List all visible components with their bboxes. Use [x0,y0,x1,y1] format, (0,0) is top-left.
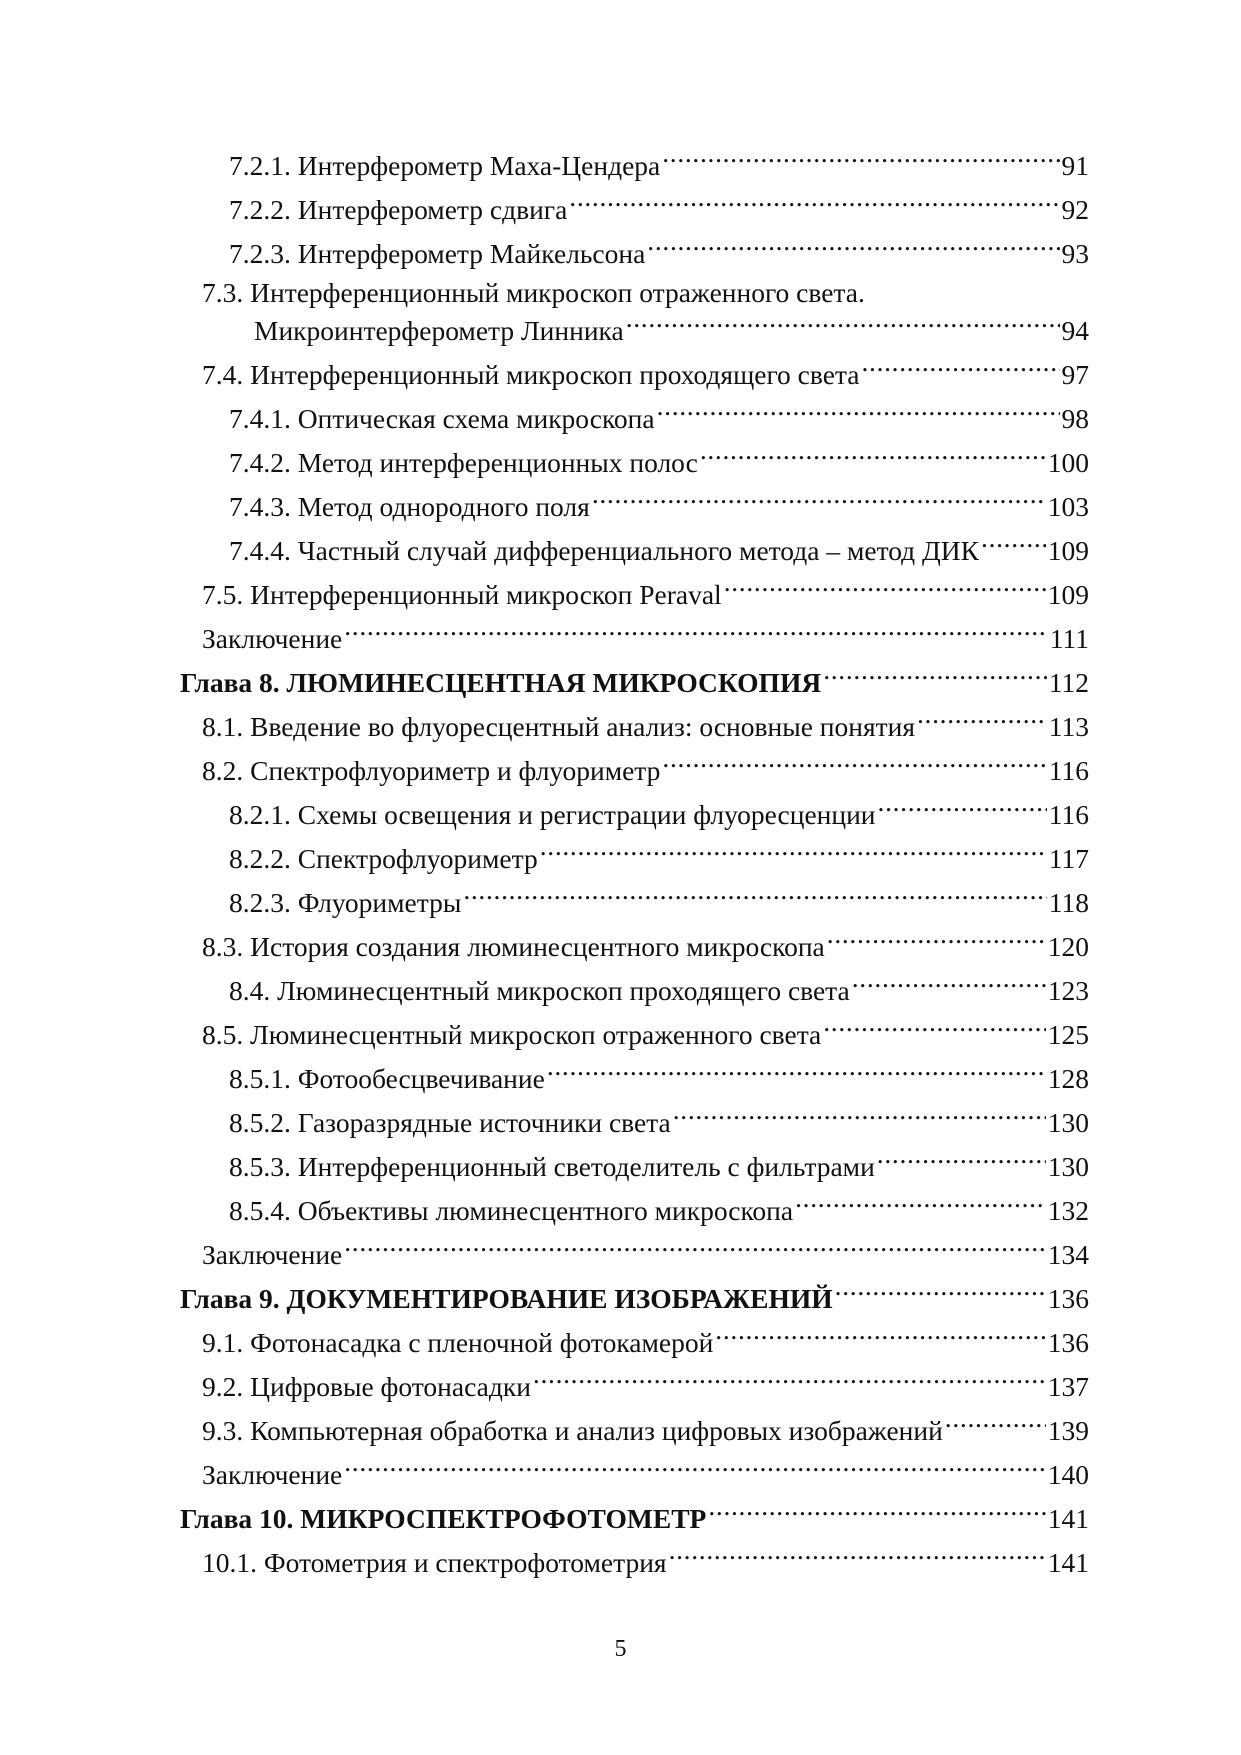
toc-entry-title: 7.2.3. Интерферометр Майкельсона [229,238,646,269]
toc-entry[interactable] [180,485,1089,529]
dot-leader [795,1193,1046,1221]
toc-entry[interactable] [180,397,1089,441]
toc-entry-page: 141 [1047,1547,1089,1578]
toc-entry-page: 113 [1048,711,1089,742]
toc-entry-page: 92 [1061,194,1089,225]
dot-leader [662,753,1046,781]
toc-entry-line2 [202,309,1089,353]
toc-chapter-entry[interactable] [180,661,1089,705]
toc-entry-page: 111 [1049,623,1089,654]
dot-leader [877,1149,1046,1177]
toc-entry-page: 139 [1047,1415,1089,1446]
toc-entry-title: 8.5.4. Объективы люминесцентного микроскопа [229,1195,794,1226]
toc-entry-title: 7.4.4. Частный случай дифференциального метода – метод ДИК [229,535,980,566]
dot-leader [344,1237,1046,1265]
toc-entry-title: 9.2. Цифровые фотонасадки [202,1371,531,1402]
toc-entry[interactable] [180,1057,1089,1101]
dot-leader [724,577,1046,605]
toc-entry-title: 7.2.1. Интерферометр Маха-Цендера [229,150,661,181]
toc-entry[interactable] [180,617,1089,661]
toc-entry[interactable] [180,144,1089,188]
toc-entry-title: 7.4. Интерференционный микроскоп проходящего света [202,359,860,390]
toc-entry-page: 134 [1047,1239,1089,1270]
dot-leader [344,621,1048,649]
toc-entry[interactable] [180,881,1089,925]
toc-entry-title: 7.2.2. Интерферометр сдвига [229,194,568,225]
toc-entry-page: 125 [1047,1019,1089,1050]
toc-entry-page: 98 [1061,403,1089,434]
toc-entry-page: 123 [1047,975,1089,1006]
toc-entry-title: 7.5. Интерференционный микроскоп Peraval [202,579,722,610]
toc-chapter-entry[interactable] [180,1497,1089,1541]
toc-entry[interactable] [180,1101,1089,1145]
toc-chapter-entry[interactable] [180,1277,1089,1321]
dot-leader [592,489,1046,517]
toc-entry-title: 8.5. Люминесцентный микроскоп отраженного света [202,1019,822,1050]
toc-entry-page: 120 [1047,931,1089,962]
toc-entry-multiline[interactable] [180,276,1089,353]
dot-leader [540,841,1047,869]
toc-entry-page: 97 [1061,359,1089,390]
toc-entry-title: Заключение [202,1239,343,1270]
toc-entry-title: 8.2.1. Схемы освещения и регистрации флуоресценции [229,799,876,830]
toc-entry[interactable] [180,573,1089,617]
dot-leader [344,1457,1046,1485]
toc-entry-page: 132 [1047,1195,1089,1226]
toc-entry[interactable] [180,1189,1089,1233]
toc-entry[interactable] [180,353,1089,397]
dot-leader [547,1061,1046,1089]
toc-chapter-title: Глава 8. ЛЮМИНЕСЦЕНТНАЯ МИКРОСКОПИЯ [180,667,822,698]
toc-entry-page: 91 [1061,150,1089,181]
dot-leader [463,885,1046,913]
toc-entry-title: Заключение [202,1459,343,1490]
dot-leader [700,445,1046,473]
toc-entry[interactable] [180,1365,1089,1409]
toc-entry[interactable] [180,1145,1089,1189]
dot-leader [673,1105,1046,1133]
dot-leader [715,1325,1045,1353]
dot-leader [878,797,1047,825]
dot-leader [708,1501,1045,1529]
toc-entry-page: 100 [1047,447,1089,478]
toc-entry-page: 141 [1047,1503,1089,1534]
toc-entry-title: 8.1. Введение во флуоресцентный анализ: основные понятия [202,711,915,742]
dot-leader [626,313,1060,341]
toc-entry-page: 128 [1047,1063,1089,1094]
toc-entry[interactable] [180,232,1089,276]
toc-entry-title: 8.2.3. Флуориметры [229,887,462,918]
toc-entry-title: 8.5.3. Интерференционный светоделитель с фильтрами [229,1151,875,1182]
toc-entry-page: 112 [1048,667,1089,698]
dot-leader [861,357,1059,385]
table-of-contents [180,144,1089,1585]
toc-entry[interactable] [180,1541,1089,1585]
toc-entry-page: 116 [1048,799,1089,830]
toc-entry[interactable] [180,1233,1089,1277]
toc-entry-title-line1: 7.3. Интерференционный микроскоп отраженного света. [202,277,865,308]
dot-leader [669,1545,1046,1573]
toc-entry-page: 117 [1048,843,1089,874]
dot-leader [823,1017,1046,1045]
toc-entry-page: 140 [1047,1459,1089,1490]
toc-entry[interactable] [180,705,1089,749]
toc-entry-page: 130 [1047,1107,1089,1138]
dot-leader [533,1369,1046,1397]
toc-entry-page: 136 [1047,1327,1089,1358]
toc-entry[interactable] [180,529,1089,573]
toc-entry-page: 118 [1048,887,1089,918]
toc-entry[interactable] [180,441,1089,485]
toc-entry-title: 7.4.3. Метод однородного поля [229,491,590,522]
toc-entry-title: 8.3. История создания люминесцентного микроскопа [202,931,825,962]
toc-entry-title: 8.2. Спектрофлуориметр и флуориметр [202,755,661,786]
toc-entry-page: 130 [1047,1151,1089,1182]
toc-entry-title: Заключение [202,623,343,654]
dot-leader [917,709,1047,737]
toc-entry-title: 7.4.1. Оптическая схема микроскопа [229,403,655,434]
toc-chapter-title: Глава 10. МИКРОСПЕКТРОФОТОМЕТР [180,1503,707,1534]
toc-entry-page: 109 [1047,579,1089,610]
dot-leader [569,192,1059,220]
toc-entry[interactable] [180,969,1089,1013]
toc-entry-title: 7.4.2. Метод интерференционных полос [229,447,698,478]
dot-leader [827,929,1046,957]
toc-entry[interactable] [180,837,1089,881]
toc-entry[interactable] [180,188,1089,232]
dot-leader [662,148,1059,176]
toc-entry-page: 109 [1047,535,1089,566]
toc-entry[interactable] [180,749,1089,793]
toc-entry-page: 136 [1047,1283,1089,1314]
toc-entry[interactable] [180,793,1089,837]
toc-entry[interactable] [180,925,1089,969]
toc-chapter-title: Глава 9. ДОКУМЕНТИРОВАНИЕ ИЗОБРАЖЕНИЙ [180,1283,833,1314]
toc-entry-title: 8.4. Люминесцентный микроскоп проходящего света [229,975,850,1006]
dot-leader [945,1413,1046,1441]
toc-entry[interactable] [180,1013,1089,1057]
toc-entry-page: 93 [1061,238,1089,269]
toc-entry-title-line2: Микроинтерферометр Линника [254,315,624,346]
dot-leader [823,665,1047,693]
toc-entry[interactable] [180,1321,1089,1365]
toc-entry-title: 8.2.2. Спектрофлуориметр [229,843,538,874]
dot-leader [657,401,1060,429]
toc-entry-page: 116 [1048,755,1089,786]
dot-leader [647,236,1059,264]
toc-entry[interactable] [180,1409,1089,1453]
page-number: 5 [614,1636,627,1662]
dot-leader [835,1281,1046,1309]
toc-entry-title: 10.1. Фотометрия и спектрофотометрия [202,1547,667,1578]
toc-entry-title: 9.3. Компьютерная обработка и анализ цифровых изображений [202,1415,943,1446]
toc-entry-page: 94 [1061,315,1089,346]
toc-entry-title: 8.5.2. Газоразрядные источники света [229,1107,671,1138]
toc-entry[interactable] [180,1453,1089,1497]
toc-entry-title: 9.1. Фотонасадка с пленочной фотокамерой [202,1327,714,1358]
toc-entry-page: 137 [1047,1371,1089,1402]
dot-leader [981,533,1046,561]
dot-leader [852,973,1046,1001]
toc-entry-title: 8.5.1. Фотообесцвечивание [229,1063,545,1094]
toc-entry-page: 103 [1047,491,1089,522]
